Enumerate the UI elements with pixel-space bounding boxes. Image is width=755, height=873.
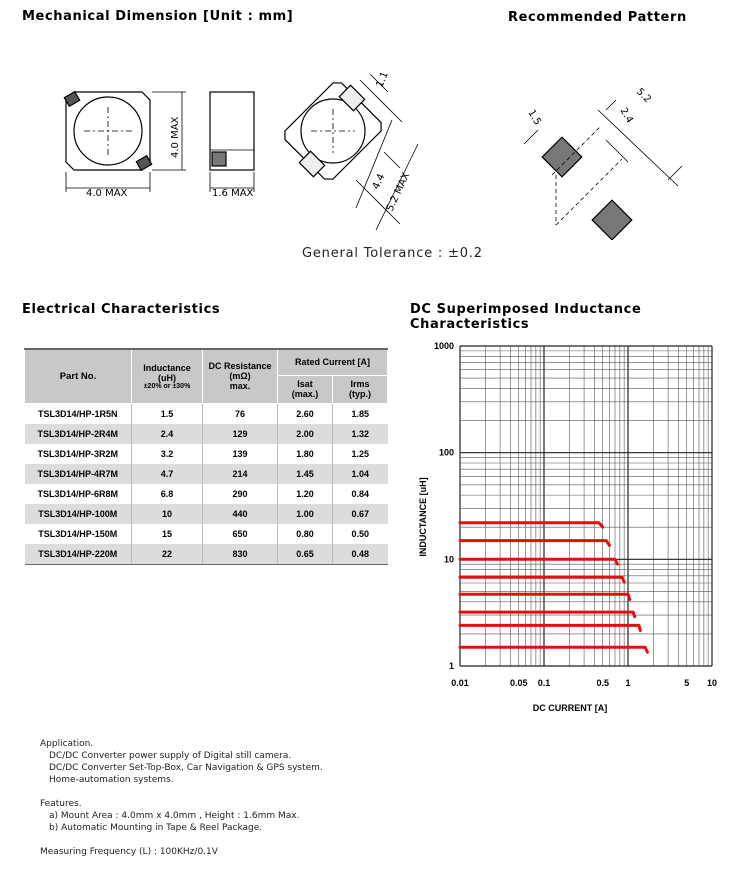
side-view <box>210 92 254 192</box>
y-tick-label: 10 <box>443 554 454 565</box>
cell-isat: 2.60 <box>278 403 333 424</box>
chart-ylabel: INDUCTANCE [uH] <box>418 477 428 557</box>
cell-irms: 1.85 <box>333 403 388 424</box>
dc-superimposed-title: DC Superimposed Inductance Characteristics <box>410 302 642 332</box>
notes-block <box>40 738 323 858</box>
cell-inductance: 3.2 <box>132 444 203 464</box>
feature-item: a) Mount Area : 4.0mm x 4.0mm , Height : 1.6mm Max. <box>49 811 300 821</box>
measuring-frequency: Measuring Frequency (L) : 100KHz/0.1V <box>40 847 218 857</box>
y-tick-label: 100 <box>438 447 454 458</box>
x-tick-label: 5 <box>684 678 690 688</box>
series-line-3 <box>460 559 618 564</box>
x-tick-label: 0.05 <box>509 678 528 688</box>
x-tick-label: 1 <box>625 678 631 688</box>
table-row <box>25 544 388 565</box>
cell-inductance: 4.7 <box>132 464 203 484</box>
cell-dcr: 830 <box>203 544 278 565</box>
cell-part: TSL3D14/HP-150M <box>38 528 118 539</box>
cell-irms: 0.84 <box>333 484 388 504</box>
header-inductance-l2: (uH) <box>158 372 176 383</box>
cell-part: TSL3D14/HP-220M <box>25 544 132 565</box>
series-line-4 <box>460 577 624 582</box>
cell-inductance: 15 <box>132 524 203 544</box>
front-view <box>64 92 186 192</box>
header-isat-l1: Isat <box>297 379 313 389</box>
pattern-c-label: 5.2 <box>633 86 653 106</box>
series-line-7 <box>460 625 640 630</box>
pattern-a-label: 1.5 <box>525 108 543 128</box>
dim-height-label: 4.0 MAX <box>170 116 181 158</box>
table-row <box>25 403 388 424</box>
header-part-no: Part No. <box>25 349 132 403</box>
dim-thickness-label: 1.6 MAX <box>212 188 254 199</box>
cell-irms: 0.67 <box>333 504 388 524</box>
cell-part: TSL3D14/HP-6R8M <box>37 488 119 499</box>
header-rated-current: Rated Current [A] <box>278 349 388 375</box>
dc-superimposed-chart <box>410 330 750 730</box>
general-tolerance: General Tolerance : ±0.2 <box>302 246 483 261</box>
chart-xlabel: DC CURRENT [A] <box>532 703 608 713</box>
header-irms-l2: (typ.) <box>349 389 371 399</box>
cell-isat: 0.65 <box>278 544 333 565</box>
chart-grid <box>460 346 712 666</box>
cell-irms: 1.32 <box>333 424 388 444</box>
cell-part: TSL3D14/HP-1R5N <box>37 408 118 419</box>
x-tick-label: 10 <box>706 678 718 688</box>
y-tick-label: 1000 <box>433 341 454 351</box>
header-isat <box>278 375 333 403</box>
cell-isat: 1.80 <box>278 444 333 464</box>
y-tick-label: 1 <box>448 661 454 671</box>
cell-irms: 0.48 <box>333 544 388 565</box>
mechanical-drawing <box>0 40 755 240</box>
header-isat-l2: (max.) <box>291 389 319 399</box>
series-line-6 <box>460 612 635 617</box>
cell-dcr: 76 <box>203 403 278 424</box>
cell-isat: 0.80 <box>278 524 333 544</box>
x-tick-label: 0.5 <box>596 678 609 688</box>
table-row <box>25 444 388 464</box>
application-title: Application. <box>40 739 94 749</box>
header-irms-l1: Irms <box>350 379 370 389</box>
table-row <box>25 484 388 504</box>
cell-irms: 1.04 <box>333 464 388 484</box>
header-dcr-l3: max. <box>229 381 251 392</box>
header-dcr-l1: DC Resistance <box>208 361 272 372</box>
cell-part: TSL3D14/HP-3R2M <box>37 448 119 459</box>
cell-part: TSL3D14/HP-2R4M <box>25 424 132 444</box>
cell-isat: 1.00 <box>278 504 333 524</box>
cell-isat: 1.20 <box>278 484 333 504</box>
features-title: Features. <box>40 799 82 809</box>
cell-inductance: 6.8 <box>132 484 203 504</box>
series-line-8 <box>460 647 647 652</box>
mechanical-dimension-title: Mechanical Dimension [Unit : mm] <box>22 9 294 24</box>
cell-part: TSL3D14/HP-100M <box>25 504 132 524</box>
header-dcr-l2: (mΩ) <box>229 371 251 382</box>
dim-d3-label: 5.2 MAX <box>384 171 413 214</box>
cell-dcr: 290 <box>203 484 278 504</box>
application-item: DC/DC Converter Set-Top-Box, Car Navigation & GPS system. <box>49 763 323 773</box>
series-line-2 <box>460 541 609 546</box>
recommended-pattern-title: Recommended Pattern <box>508 10 687 25</box>
header-inductance-l1: Inductance <box>143 362 191 373</box>
header-inductance <box>132 349 203 403</box>
feature-item: b) Automatic Mounting in Tape & Reel Package. <box>49 823 263 833</box>
pattern-b-label: 2.4 <box>617 106 635 126</box>
table-row <box>25 424 388 444</box>
table-row <box>25 524 388 544</box>
header-irms <box>333 375 388 403</box>
chart-ticks <box>434 341 717 688</box>
cell-part: TSL3D14/HP-4R7M <box>25 464 132 484</box>
series-line-1 <box>460 523 603 527</box>
cell-inductance: 2.4 <box>132 424 203 444</box>
application-item: Home-automation systems. <box>49 775 174 785</box>
table-row <box>25 504 388 524</box>
header-dc-resistance <box>203 349 278 403</box>
cell-inductance: 1.5 <box>132 403 203 424</box>
cell-dcr: 129 <box>203 424 278 444</box>
electrical-table <box>24 348 388 565</box>
electrical-characteristics-title: Electrical Characteristics <box>22 302 221 317</box>
application-item: DC/DC Converter power supply of Digital still camera. <box>49 751 292 761</box>
table-row <box>25 464 388 484</box>
cell-irms: 0.50 <box>333 524 388 544</box>
cell-irms: 1.25 <box>333 444 388 464</box>
cell-isat: 1.45 <box>278 464 333 484</box>
dim-d2-label: 4.4 <box>370 172 388 192</box>
cell-inductance: 10 <box>132 504 203 524</box>
cell-isat: 2.00 <box>278 424 333 444</box>
cell-inductance: 22 <box>132 544 203 565</box>
pattern-drawing <box>524 100 682 240</box>
x-tick-label: 0.01 <box>451 678 469 688</box>
cell-dcr: 440 <box>203 504 278 524</box>
chart-series <box>460 523 647 652</box>
x-tick-label: 0.1 <box>537 678 551 688</box>
dim-d1-label: 1.1 <box>374 70 391 90</box>
header-inductance-l3: ±20% or ±30% <box>143 382 191 390</box>
cell-dcr: 214 <box>203 464 278 484</box>
cell-dcr: 650 <box>203 524 278 544</box>
cell-dcr: 139 <box>203 444 278 464</box>
dim-width-label: 4.0 MAX <box>86 188 128 199</box>
